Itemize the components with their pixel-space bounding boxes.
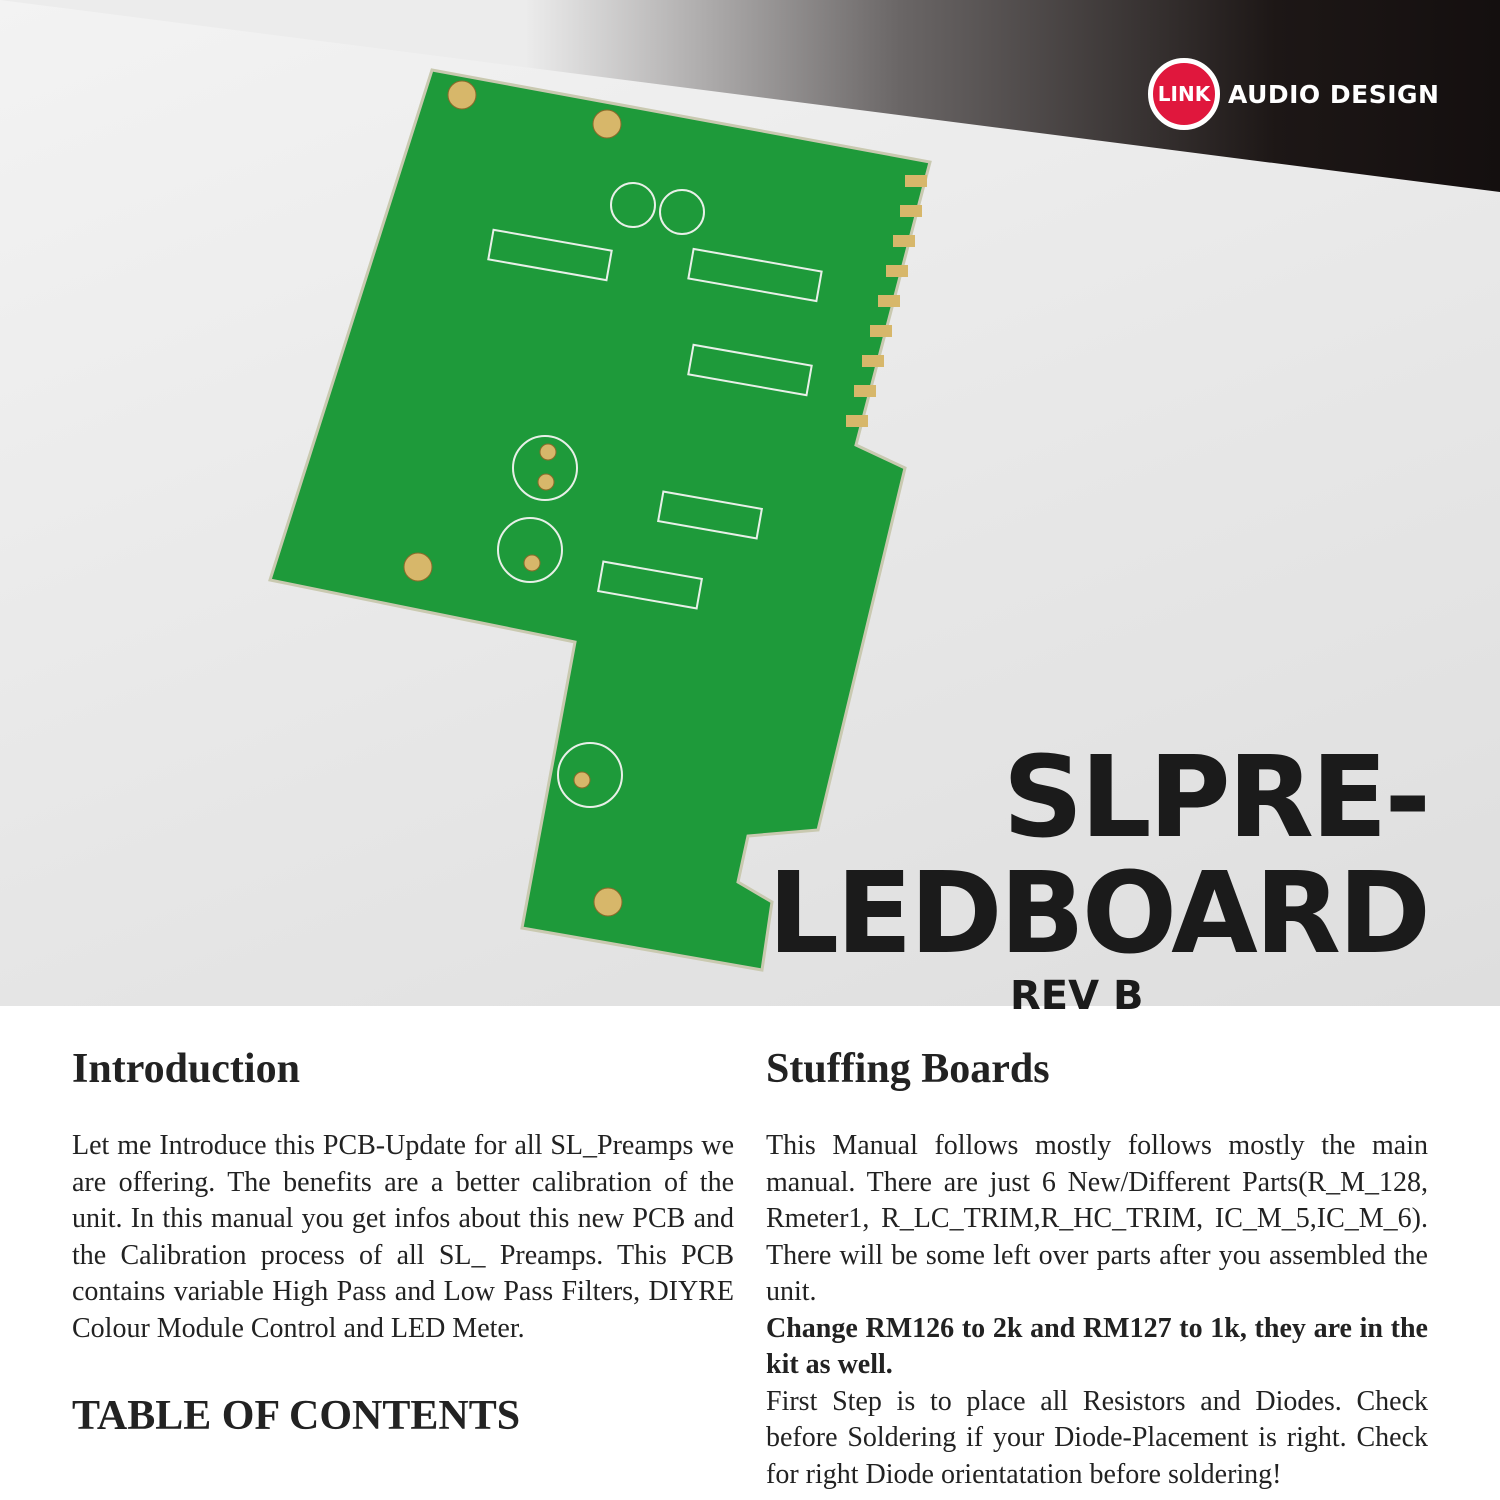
introduction-text: Let me Introduce this PCB-Update for all SL_Preamps we are offering. The benefits are a better calibration of the unit. In this manual you get infos about this new PCB and the Calibration process of all SL_ Preamps. This PCB contains variable High Pass and Low Pass Filters, DIYRE Colour Module Control and LED Meter. xyxy=(72,1130,734,1344)
logo-text: AUDIO DESIGN xyxy=(1228,79,1440,109)
left-column xyxy=(72,1044,734,1441)
stuffing-text-2: First Step is to place all Resistors and Diodes. Check before Soldering if your Diode-Placement is right. Check for right Diode orientatation before soldering! xyxy=(766,1385,1428,1490)
brand-logo xyxy=(1148,58,1439,130)
introduction-heading: Introduction xyxy=(72,1046,300,1092)
product-title xyxy=(767,733,1428,979)
logo-mark: LINK xyxy=(1148,58,1220,130)
right-column xyxy=(766,1044,1428,1493)
title-line-2: LEDBOARD xyxy=(767,849,1428,979)
stuffing-text-1: This Manual follows mostly follows mostly the main manual. There are just 6 New/Different Parts(R_M_128, Rmeter1, R_LC_TRIM,R_HC_TRIM, IC_M_5,IC_M_6). There will be some left over parts after you assembled the unit. xyxy=(766,1130,1428,1307)
toc-heading: TABLE OF CONTENTS xyxy=(72,1393,521,1439)
revision-label: REV B xyxy=(1010,973,1144,1019)
stuffing-heading: Stuffing Boards xyxy=(766,1046,1050,1092)
stuffing-note-bold: Change RM126 to 2k and RM127 to 1k, they are in the kit as well. xyxy=(766,1312,1428,1380)
title-line-1: SLPRE- xyxy=(1002,733,1428,863)
